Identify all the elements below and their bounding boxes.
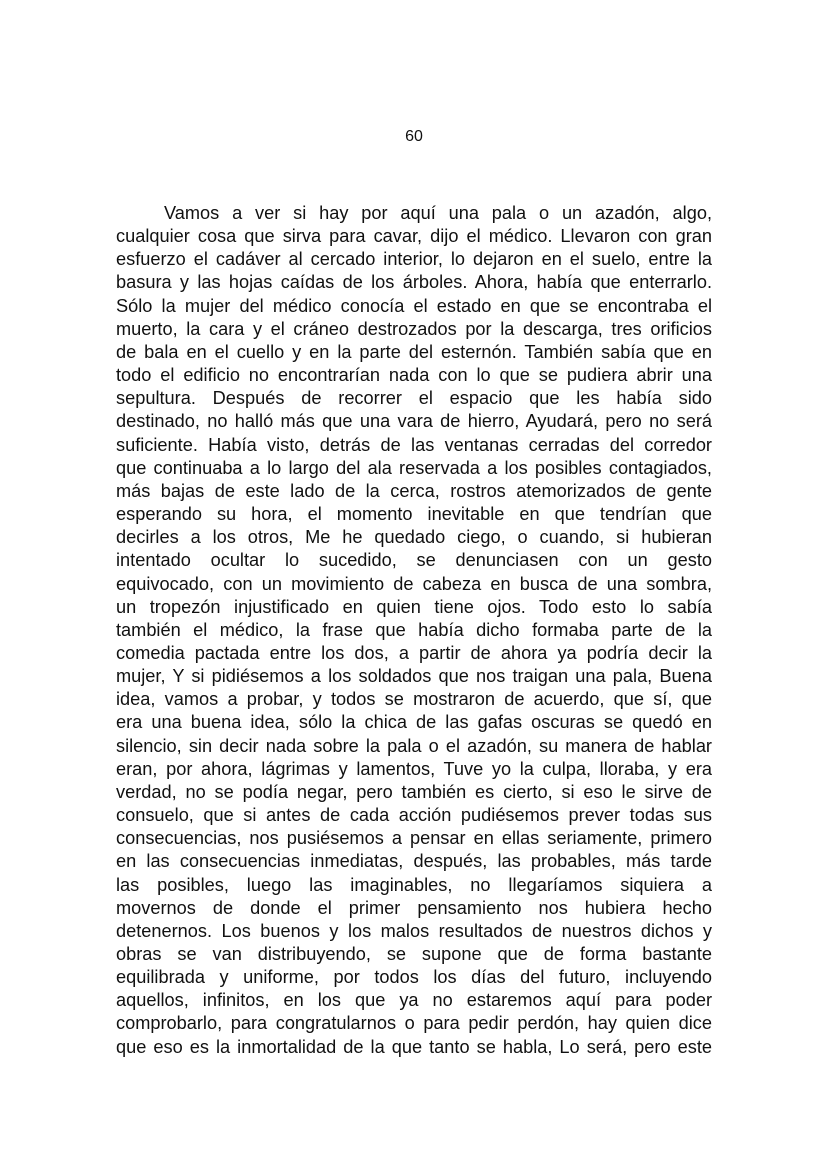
text-line: mujer, Y si pidiésemos a los soldados que nos traigan una pala, Buena [116,666,712,687]
text-line: Sólo la mujer del médico conocía el estado en que se encontraba el [116,295,712,316]
text-line: obras se van distribuyendo, se supone que de forma bastante [116,944,712,964]
text-line: detenernos. Los buenos y los malos resultados de nuestros dichos y [116,920,712,941]
text-line: esfuerzo el cadáver al cercado interior, lo dejaron en el suelo, entre la [116,249,712,270]
text-line: consecuencias, nos pusiésemos a pensar en ellas seriamente, primero [116,828,712,849]
text-line: era una buena idea, sólo la chica de las gafas oscuras se quedó en [116,712,712,733]
text-line: movernos de donde el primer pensamiento nos hubiera hecho [116,897,712,918]
page-number: 60 [405,128,423,145]
text-line: decirles a los otros, Me he quedado ciego, o cuando, si hubieran [116,527,712,548]
text-line: que eso es la inmortalidad de la que tanto se habla, Lo será, pero este [116,1036,712,1057]
text-line: todo el edificio no encontrarían nada con lo que se pudiera abrir una [116,365,712,386]
text-line: las posibles, luego las imaginables, no llegaríamos siquiera a [116,874,712,895]
text-line: esperando su hora, el momento inevitable en que tendrían que [116,504,712,525]
text-line: equivocado, con un movimiento de cabeza en busca de una sombra, [116,573,712,594]
text-line: más bajas de este lado de la cerca, rostros atemorizados de gente [116,480,712,501]
text-line: suficiente. Había visto, detrás de las ventanas cerradas del corredor [116,434,712,455]
text-line: silencio, sin decir nada sobre la pala o el azadón, su manera de hablar [116,735,712,756]
text-line: equilibrada y uniforme, por todos los días del futuro, incluyendo [116,967,712,988]
text-line: comedia pactada entre los dos, a partir de ahora ya podría decir la [116,642,712,663]
body-text [116,202,712,1059]
text-line: en las consecuencias inmediatas, después, las probables, más tarde [116,851,712,872]
text-line: que continuaba a lo largo del ala reservada a los posibles contagiados, [116,457,712,478]
text-line: aquellos, infinitos, en los que ya no estaremos aquí para poder [116,990,712,1011]
text-line: eran, por ahora, lágrimas y lamentos, Tuve yo la culpa, lloraba, y era [116,758,712,779]
text-line: basura y las hojas caídas de los árboles. Ahora, había que enterrarlo. [116,272,712,293]
text-line: cualquier cosa que sirva para cavar, dijo el médico. Llevaron con gran [116,226,712,247]
text-line: Vamos a ver si hay por aquí una pala o un azadón, algo, [164,203,712,223]
text-line: muerto, la cara y el cráneo destrozados por la descarga, tres orificios [116,318,712,339]
text-line: verdad, no se podía negar, pero también es cierto, si eso le sirve de [116,781,712,802]
text-line: idea, vamos a probar, y todos se mostraron de acuerdo, que sí, que [116,689,712,710]
text-line: también el médico, la frase que había dicho formaba parte de la [116,619,712,640]
text-line: comprobarlo, para congratularnos o para pedir perdón, hay quien dice [116,1013,712,1034]
text-line: un tropezón injustificado en quien tiene ojos. Todo esto lo sabía [116,596,712,617]
paragraph [116,202,712,1059]
text-line: destinado, no halló más que una vara de hierro, Ayudará, pero no será [116,411,712,432]
text-line: consuelo, que si antes de cada acción pudiésemos prever todas sus [116,805,712,826]
text-line: intentado ocultar lo sucedido, se denunciasen con un gesto [116,550,712,571]
text-line: de bala en el cuello y en la parte del esternón. También sabía que en [116,341,712,362]
text-line: sepultura. Después de recorrer el espacio que les había sido [116,388,712,409]
